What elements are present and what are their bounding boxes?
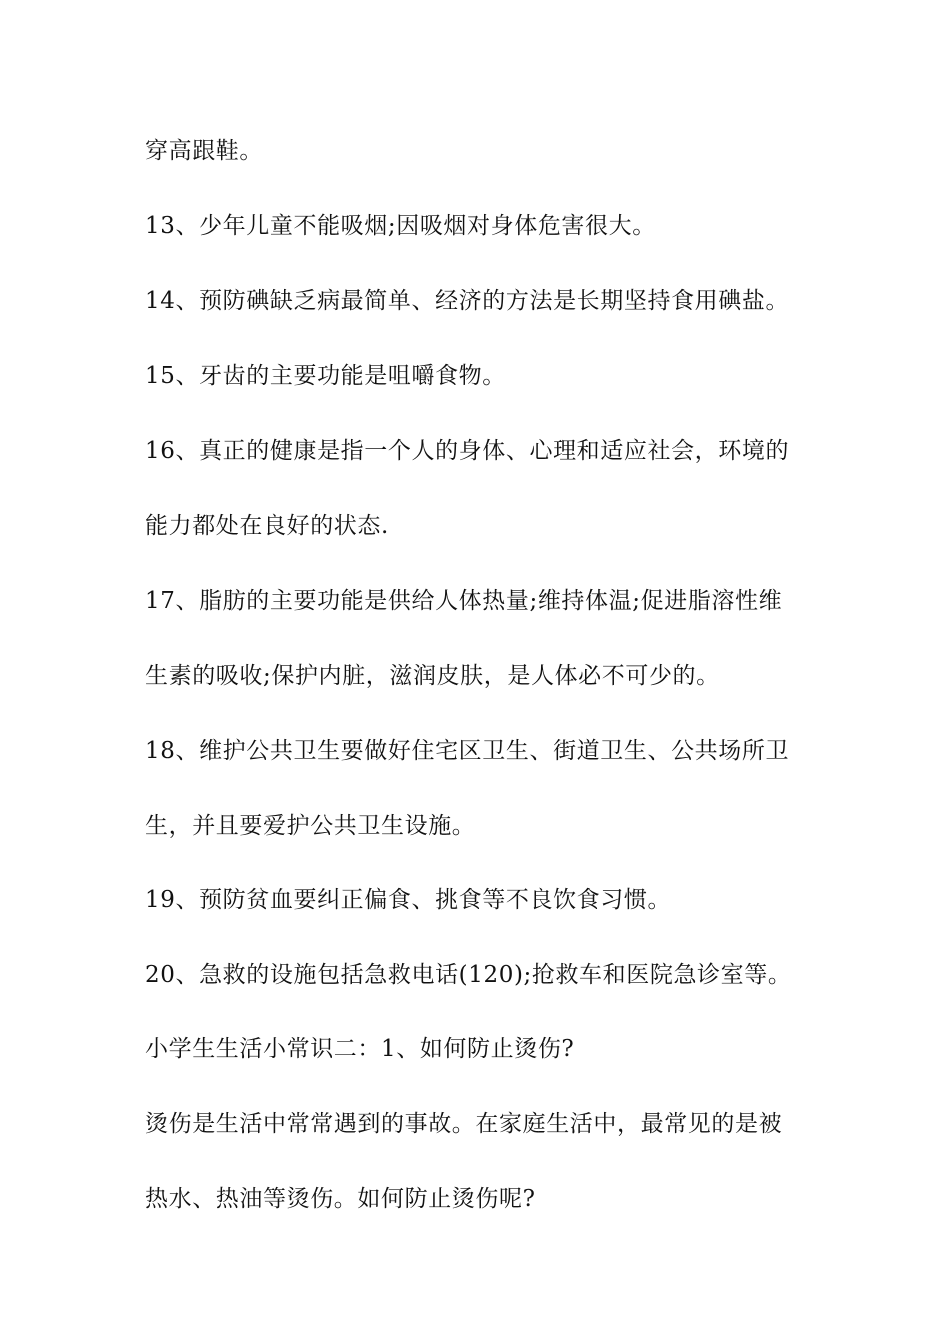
text-line: 20、急救的设施包括急救电话(120);抢救车和医院急诊室等。	[145, 962, 792, 988]
text-line: 16、真正的健康是指一个人的身体、心理和适应社会，环境的	[145, 438, 790, 464]
text-line: 热水、热油等烫伤。如何防止烫伤呢?	[145, 1186, 536, 1212]
text-line: 穿高跟鞋。	[145, 138, 263, 164]
text-line: 能力都处在良好的状态.	[145, 513, 389, 539]
text-line: 18、维护公共卫生要做好住宅区卫生、街道卫生、公共场所卫	[145, 738, 790, 764]
text-line: 19、预防贫血要纠正偏食、挑食等不良饮食习惯。	[145, 887, 672, 913]
text-line: 13、少年儿童不能吸烟;因吸烟对身体危害很大。	[145, 213, 656, 239]
text-line: 15、牙齿的主要功能是咀嚼食物。	[145, 363, 506, 389]
text-line: 17、脂肪的主要功能是供给人体热量;维持体温;促进脂溶性维	[145, 588, 783, 614]
section-heading: 小学生生活小常识二：1、如何防止烫伤?	[145, 1036, 575, 1062]
text-line: 14、预防碘缺乏病最简单、经济的方法是长期坚持食用碘盐。	[145, 288, 790, 314]
text-line: 生素的吸收;保护内脏，滋润皮肤，是人体必不可少的。	[145, 663, 720, 689]
text-line: 生，并且要爱护公共卫生设施。	[145, 813, 476, 839]
text-line: 烫伤是生活中常常遇到的事故。在家庭生活中，最常见的是被	[145, 1111, 783, 1137]
